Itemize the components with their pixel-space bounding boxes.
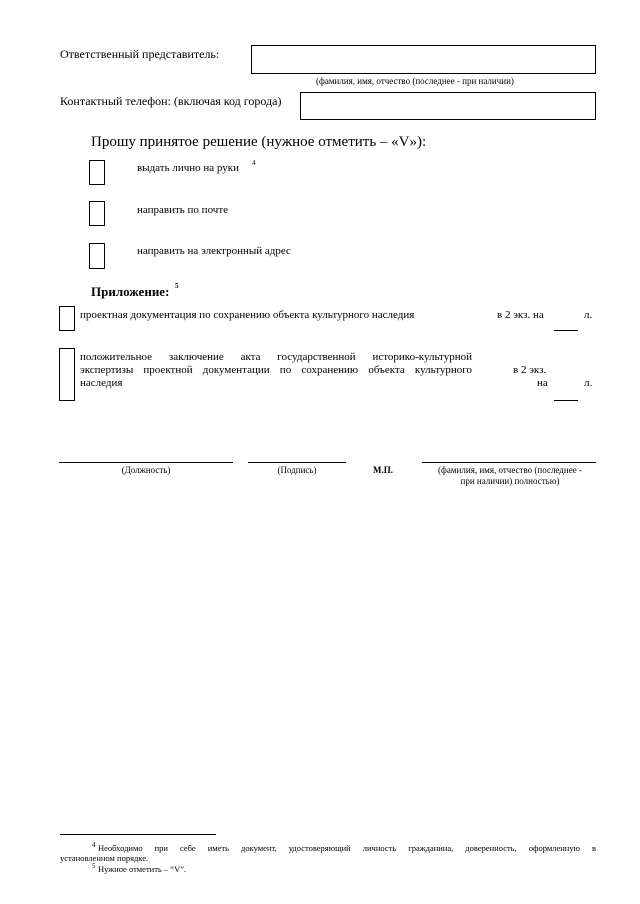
- phone-input[interactable]: [300, 92, 596, 120]
- attachment-2-text-line-2: экспертизы проектной документации по сохранению объекта культурного: [80, 364, 472, 376]
- signature-line[interactable]: [248, 462, 346, 463]
- full-name-label-line-1: (фамилия, имя, отчество (последнее -: [438, 465, 582, 475]
- signature-label: (Подпись): [277, 465, 317, 475]
- representative-label: Ответственный представитель:: [60, 47, 220, 61]
- attachments-heading-mark: 5: [175, 282, 179, 290]
- footnote-4-mark: 4: [92, 841, 96, 849]
- attachment-2-unit: л.: [584, 377, 593, 389]
- option-in-person-label: выдать лично на руки: [137, 162, 240, 174]
- option-in-person-checkbox[interactable]: [89, 160, 105, 185]
- position-line[interactable]: [59, 462, 233, 463]
- footnote-4-line-1: Необходимо при себе иметь документ, удостоверяющий личность гражданина, доверенность, оформленную в: [98, 843, 596, 853]
- attachment-1-text: проектная документация по сохранению объекта культурного наследия: [80, 309, 415, 321]
- attachment-2-sheets-field[interactable]: [554, 400, 578, 401]
- stamp-label: М.П.: [373, 465, 393, 475]
- attachment-1-copies: в 2 экз. на: [497, 309, 544, 321]
- attachment-2-text-line-3: наследия: [80, 377, 123, 389]
- attachments-heading: Приложение:: [91, 284, 170, 299]
- full-name-line[interactable]: [422, 462, 596, 463]
- attachment-2-copies-line-2: на: [537, 377, 548, 389]
- attachment-1-unit: л.: [584, 309, 593, 321]
- phone-label: Контактный телефон: (включая код города): [60, 94, 282, 108]
- attachment-2-copies-line-1: в 2 экз.: [513, 364, 547, 376]
- attachment-2-text-line-1: положительное заключение акта государственной историко-культурной: [80, 351, 472, 363]
- footnote-5-text: Нужное отметить – “V”.: [98, 864, 187, 874]
- position-label: (Должность): [121, 465, 171, 475]
- full-name-label-line-2: при наличии) полностью): [460, 476, 560, 486]
- representative-hint: (фамилия, имя, отчество (последнее - при наличии): [316, 76, 514, 86]
- attachment-1-checkbox[interactable]: [59, 306, 75, 331]
- option-in-person-footnote-mark: 4: [252, 159, 256, 167]
- decision-heading: Прошу принятое решение (нужное отметить – «V»):: [91, 134, 427, 150]
- footnote-5-mark: 5: [92, 862, 96, 870]
- option-post-checkbox[interactable]: [89, 201, 105, 226]
- attachment-1-sheets-field[interactable]: [554, 330, 578, 331]
- footnote-4-line-2: установленном порядке.: [60, 853, 149, 863]
- option-email-label: направить на электронный адрес: [137, 245, 291, 257]
- footnote-separator: [60, 834, 216, 835]
- option-post-label: направить по почте: [137, 204, 229, 216]
- option-email-checkbox[interactable]: [89, 243, 105, 269]
- representative-input[interactable]: [251, 45, 596, 74]
- attachment-2-checkbox[interactable]: [59, 348, 75, 401]
